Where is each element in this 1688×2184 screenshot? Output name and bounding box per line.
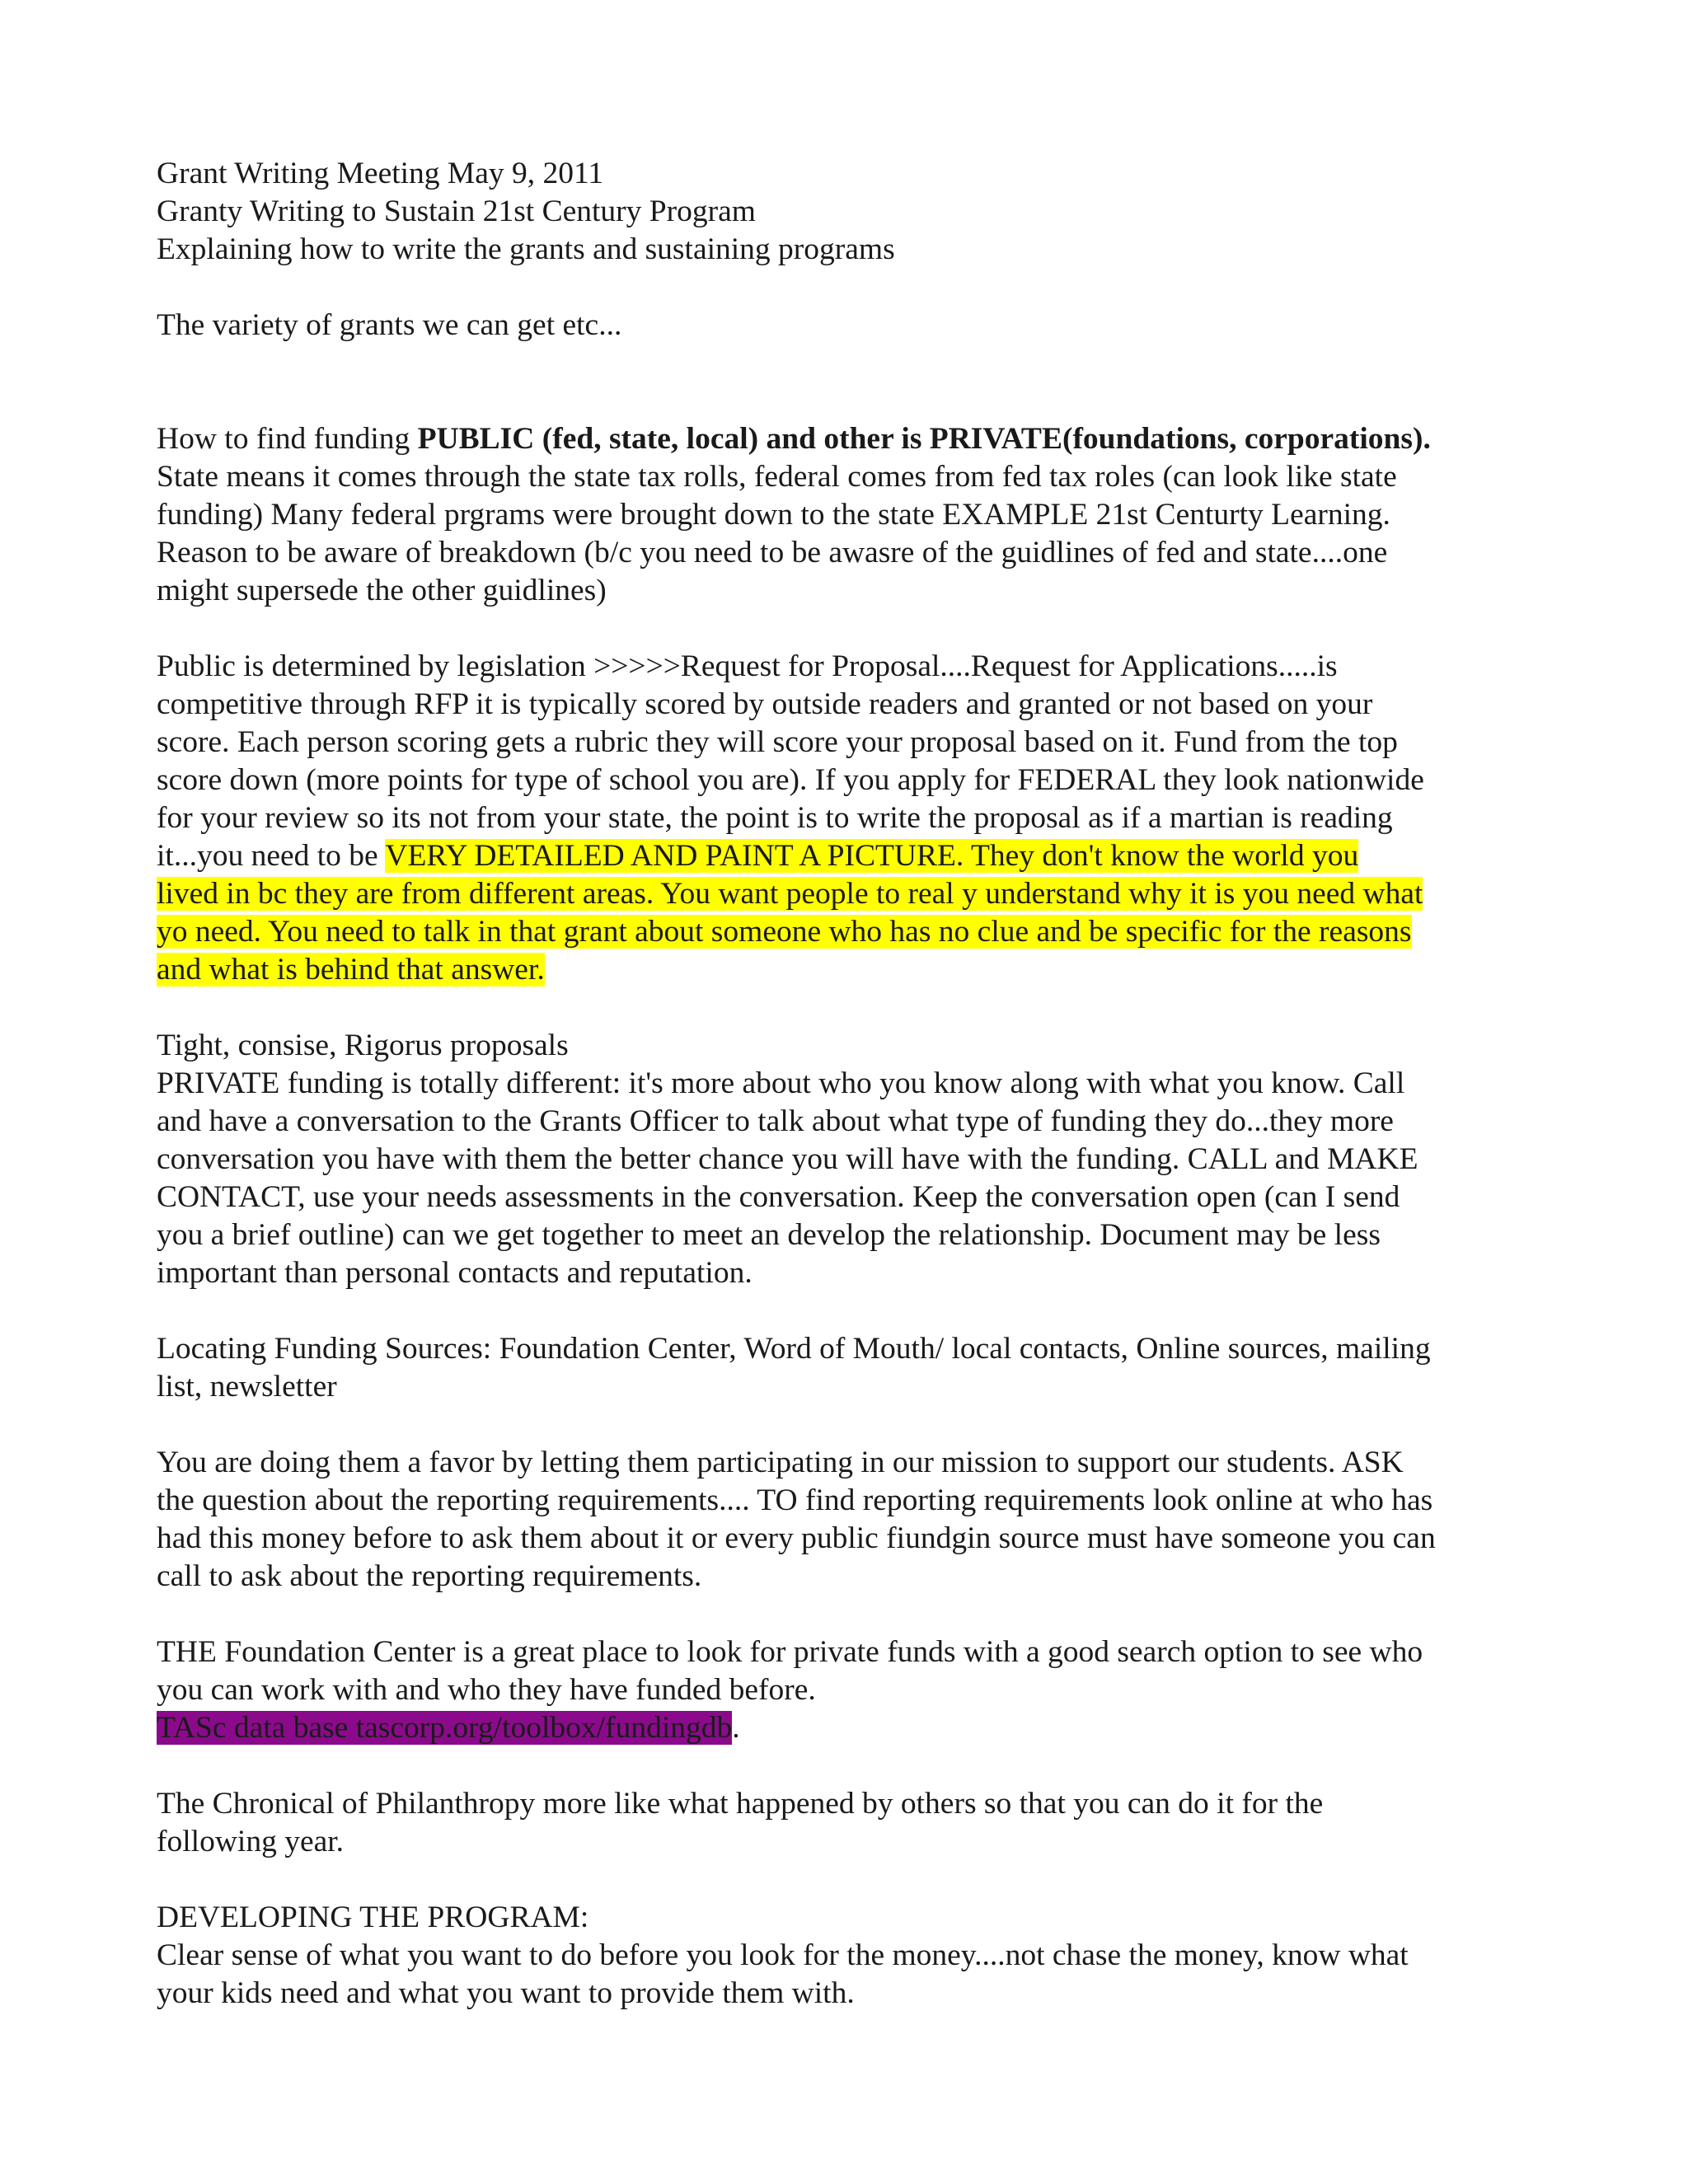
public-paragraph (157, 648, 1574, 989)
private-line: Tight, consise, Rigorus proposals (157, 1029, 569, 1062)
favor-line: call to ask about the reporting requirements. (157, 1559, 702, 1593)
funding-line: Reason to be aware of breakdown (b/c you need to be awasre of the guidlines of fed and state....one (157, 536, 1388, 569)
funding-lead-bold: PUBLIC (fed, state, local) and other is PRIVATE(foundations, corporations). (417, 422, 1431, 456)
document-page (157, 155, 1574, 2050)
private-line: PRIVATE funding is totally different: it's more about who you know along with what you know. Call (157, 1066, 1405, 1100)
chronicle-paragraph (157, 1785, 1574, 1861)
variety-paragraph (157, 307, 1574, 344)
public-line-plain: it...you need to be (157, 839, 386, 873)
chronicle-line: following year. (157, 1825, 345, 1858)
favor-paragraph (157, 1444, 1574, 1596)
public-highlight-line (157, 913, 1574, 951)
public-highlight-line (157, 875, 1574, 913)
private-paragraph (157, 1027, 1574, 1292)
favor-line: the question about the reporting requirements.... TO find reporting requirements look online at who has (157, 1483, 1433, 1517)
public-highlight-line (157, 951, 1574, 989)
foundation-line: THE Foundation Center is a great place to look for private funds with a good search option to see who (157, 1635, 1423, 1669)
meeting-description: Explaining how to write the grants and sustaining programs (157, 232, 895, 266)
meeting-header (157, 155, 1574, 269)
favor-line: You are doing them a favor by letting them participating in our mission to support our students. ASK (157, 1446, 1404, 1479)
yellow-highlight: yo need. You need to talk in that grant about someone who has no clue and be specific for the reasons (157, 915, 1412, 949)
tasc-database-link[interactable]: TASc data base tascorp.org/toolbox/fundingdb (157, 1711, 733, 1745)
favor-line: had this money before to ask them about it or every public fiundgin source must have someone you can (157, 1521, 1436, 1555)
foundation-paragraph (157, 1633, 1574, 1747)
tasc-line (157, 1709, 1574, 1747)
funding-lead-line (157, 420, 1574, 458)
private-line: CONTACT, use your needs assessments in the conversation. Keep the conversation open (can I send (157, 1180, 1400, 1214)
funding-line: State means it comes through the state tax rolls, federal comes from fed tax roles (can look like state (157, 460, 1397, 494)
tasc-tail: . (732, 1711, 740, 1745)
public-line: score down (more points for type of school you are). If you apply for FEDERAL they look nationwide (157, 763, 1424, 797)
yellow-highlight: and what is behind that answer. (157, 953, 545, 987)
public-line: competitive through RFP it is typically scored by outside readers and granted or not based on your (157, 687, 1373, 721)
private-line: important than personal contacts and reputation. (157, 1256, 753, 1290)
chronicle-line: The Chronical of Philanthropy more like what happened by others so that you can do it for the (157, 1787, 1324, 1821)
funding-paragraph (157, 420, 1574, 610)
locating-line: list, newsletter (157, 1370, 337, 1404)
variety-line: The variety of grants we can get etc... (157, 308, 622, 342)
funding-line: might supersede the other guidlines) (157, 574, 607, 607)
meeting-title: Grant Writing Meeting May 9, 2011 (157, 157, 604, 190)
developing-heading: DEVELOPING THE PROGRAM: (157, 1900, 589, 1934)
developing-paragraph (157, 1899, 1574, 2013)
locating-line: Locating Funding Sources: Foundation Center, Word of Mouth/ local contacts, Online sources, mailing (157, 1332, 1431, 1366)
funding-line: funding) Many federal prgrams were brought down to the state EXAMPLE 21st Centurty Learning. (157, 498, 1390, 532)
developing-line: your kids need and what you want to provide them with. (157, 1976, 855, 2010)
public-line: score. Each person scoring gets a rubric they will score your proposal based on it. Fund from the top (157, 725, 1398, 759)
locating-paragraph (157, 1330, 1574, 1406)
meeting-subtitle: Granty Writing to Sustain 21st Century Program (157, 194, 756, 228)
private-line: and have a conversation to the Grants Officer to talk about what type of funding they do...they more (157, 1104, 1394, 1138)
funding-lead: How to find funding (157, 422, 418, 456)
yellow-highlight: lived in bc they are from different areas. You want people to real y understand why it is you need what (157, 877, 1423, 911)
public-line: for your review so its not from your state, the point is to write the proposal as if a martian is reading (157, 801, 1393, 835)
public-line: Public is determined by legislation >>>>>Request for Proposal....Request for Applications.....is (157, 649, 1338, 683)
foundation-line: you can work with and who they have funded before. (157, 1673, 816, 1707)
public-line-mixed (157, 837, 1574, 875)
yellow-highlight: VERY DETAILED AND PAINT A PICTURE. They don't know the world you (385, 839, 1359, 873)
private-line: conversation you have with them the better chance you will have with the funding. CALL and MAKE (157, 1142, 1418, 1176)
developing-line: Clear sense of what you want to do before you look for the money....not chase the money, know what (157, 1938, 1409, 1972)
private-line: you a brief outline) can we get together to meet an develop the relationship. Document may be less (157, 1218, 1381, 1252)
spacer (157, 382, 1574, 420)
